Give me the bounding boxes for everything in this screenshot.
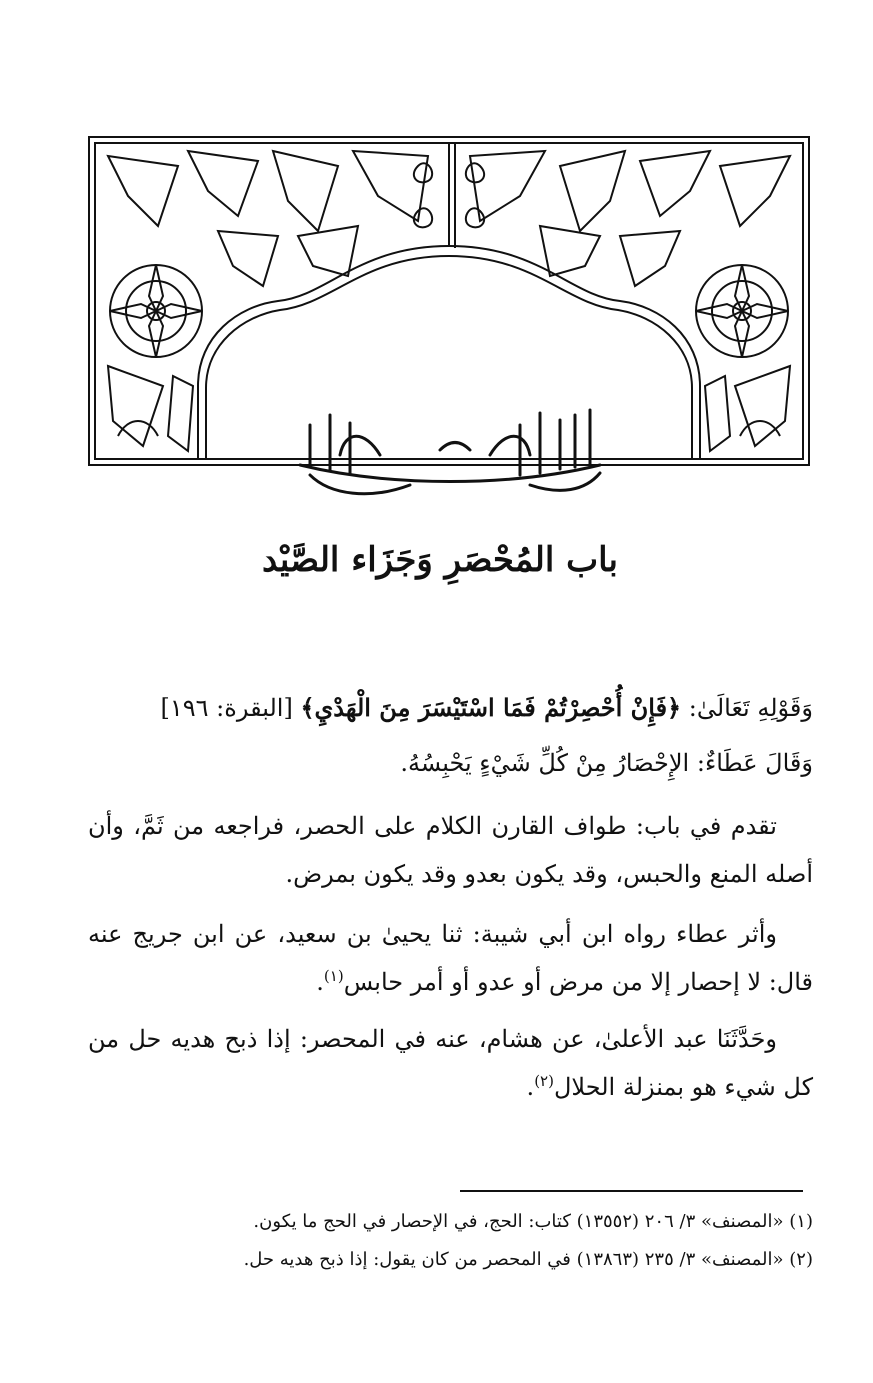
chapter-title: باب المُحْصَرِ وَجَزَاء الصَّيْد: [261, 540, 619, 580]
narration-text: وأثر عطاء رواه ابن أبي شيبة: ثنا يحيىٰ بن سعيد، عن ابن جريج عنه قال: لا إحصار إلا من مرض أو عدو أو أمر حابس: [88, 920, 813, 996]
footnote-1: (١) «المصنف» ٣/ ٢٠٦ (١٣٥٥٢) كتاب: الحج، في الإحصار في الحج ما يكون.: [253, 1211, 813, 1232]
paragraph-ata-statement: وَقَالَ عَطَاءٌ: الإِحْصَارُ مِنْ كُلِّ شَيْءٍ يَحْبِسُهُ.: [400, 749, 813, 777]
paragraph-commentary: تقدم في باب: طواف القارن الكلام على الحصر، فراجعه من ثَمَّ، وأن أصله المنع والحبس، وقد يكون بعدو وقد يكون بمرض.: [88, 812, 813, 888]
footnote-marker-2[interactable]: (٢): [534, 1072, 554, 1090]
verse-intro: وَقَوْلِهِ تَعَالَىٰ:: [688, 694, 813, 722]
verse-reference: [البقرة: ١٩٦]: [160, 694, 293, 722]
paragraph-hisham-narration: [88, 1015, 813, 1111]
footnote-divider: [460, 1190, 803, 1192]
sentence-end: .: [316, 968, 324, 996]
paragraph-ata-narration: [88, 910, 813, 1006]
basmala-calligraphy: [240, 395, 660, 505]
sentence-end-2: .: [526, 1073, 535, 1101]
footnote-2: (٢) «المصنف» ٣/ ٢٣٥ (١٣٨٦٣) في المحصر من كان يقول: إذا ذبح هديه حل.: [243, 1249, 813, 1270]
footnote-marker-1[interactable]: (١): [323, 967, 344, 985]
quran-verse: ﴿فَإِنْ أُحْصِرْتُمْ فَمَا اسْتَيْسَرَ مِنَ الْهَدْيِ﴾: [300, 693, 682, 722]
narration-text-2: وحَدَّثَنَا عبد الأعلىٰ، عن هشام، عنه في المحصر: إذا ذبح هديه حل من كل شيء هو بمنزلة الحلال: [88, 1025, 813, 1101]
paragraph-verse: [88, 684, 813, 732]
